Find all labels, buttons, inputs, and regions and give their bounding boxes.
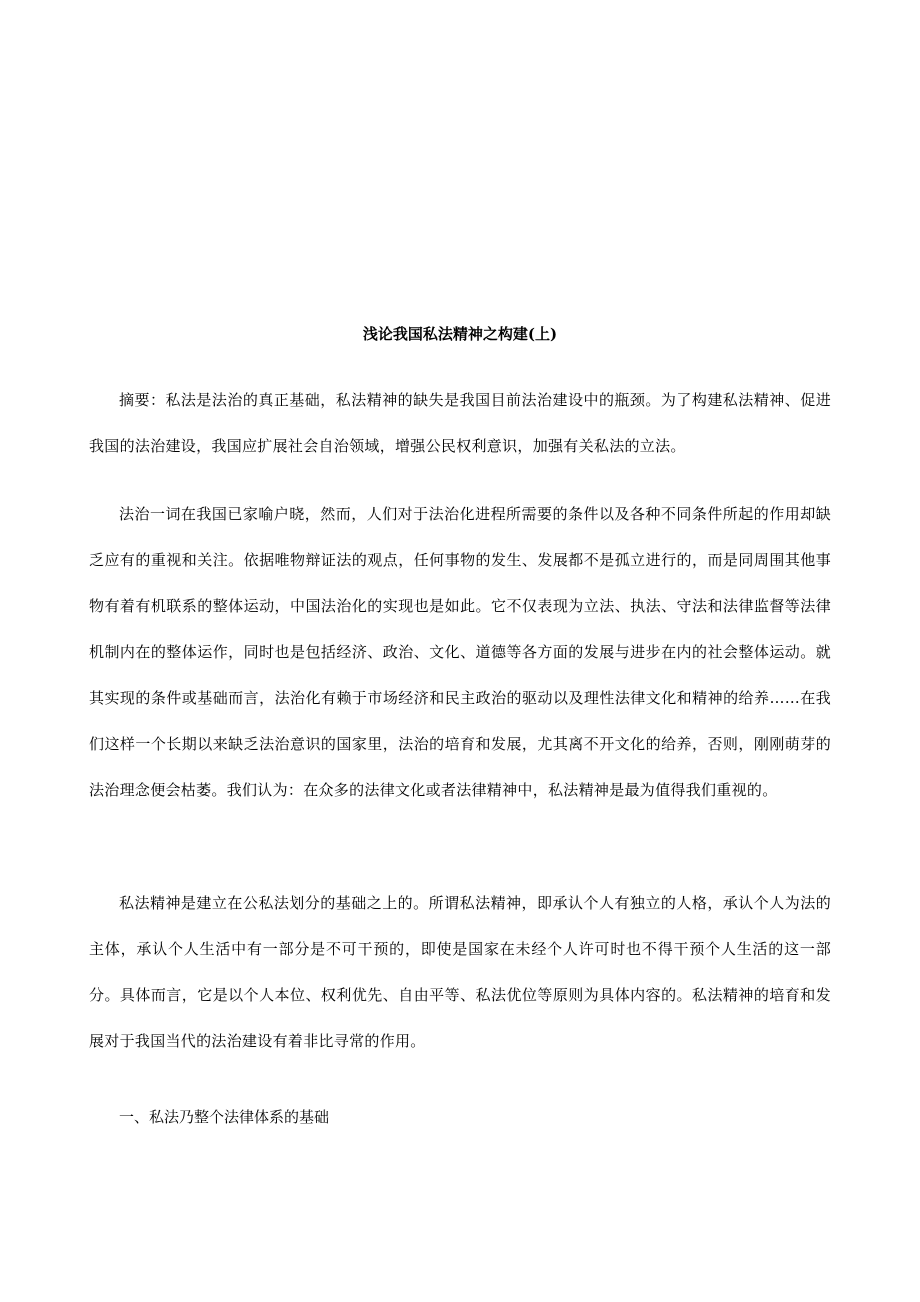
section-heading: 一、私法乃整个法律体系的基础 — [119, 1108, 330, 1126]
document-title: 浅论我国私法精神之构建(上) — [362, 325, 558, 343]
body-paragraph-2: 私法精神是建立在公私法划分的基础之上的。所谓私法精神，即承认个人有独立的人格，承认个人为法的主体，承认个人生活中有一部分是不可干预的，即使是国家在未经个人许可时也不得干预个人生活的这一部分。具体而言，它是以个人本位、权利优先、自由平等、私法优位等原则为具体内容的。私法精神的培育和发展对于我国当代的法治建设有着非比寻常的作用。 — [89, 894, 831, 1050]
abstract-paragraph: 摘要：私法是法治的真正基础，私法精神的缺失是我国目前法治建设中的瓶颈。为了构建私法精神、促进我国的法治建设，我国应扩展社会自治领域，增强公民权利意识，加强有关私法的立法。 — [89, 391, 831, 455]
body-paragraph-1: 法治一词在我国已家喻户晓，然而，人们对于法治化进程所需要的条件以及各种不同条件所起的作用却缺乏应有的重视和关注。依据唯物辩证法的观点，任何事物的发生、发展都不是孤立进行的，而是同周围其他事物有着有机联系的整体运动，中国法治化的实现也是如此。它不仅表现为立法、执法、守法和法律监督等法律机制内在的整体运作，同时也是包括经济、政治、文化、道德等各方面的发展与进步在内的社会整体运动。就其实现的条件或基础而言，法治化有赖于市场经济和民主政治的驱动以及理性法律文化和精神的给养……在我们这样一个长期以来缺乏法治意识的国家里，法治的培育和发展，尤其离不开文化的给养，否则，刚刚萌芽的法治理念便会枯萎。我们认为：在众多的法律文化或者法律精神中，私法精神是最为值得我们重视的。 — [89, 505, 831, 799]
